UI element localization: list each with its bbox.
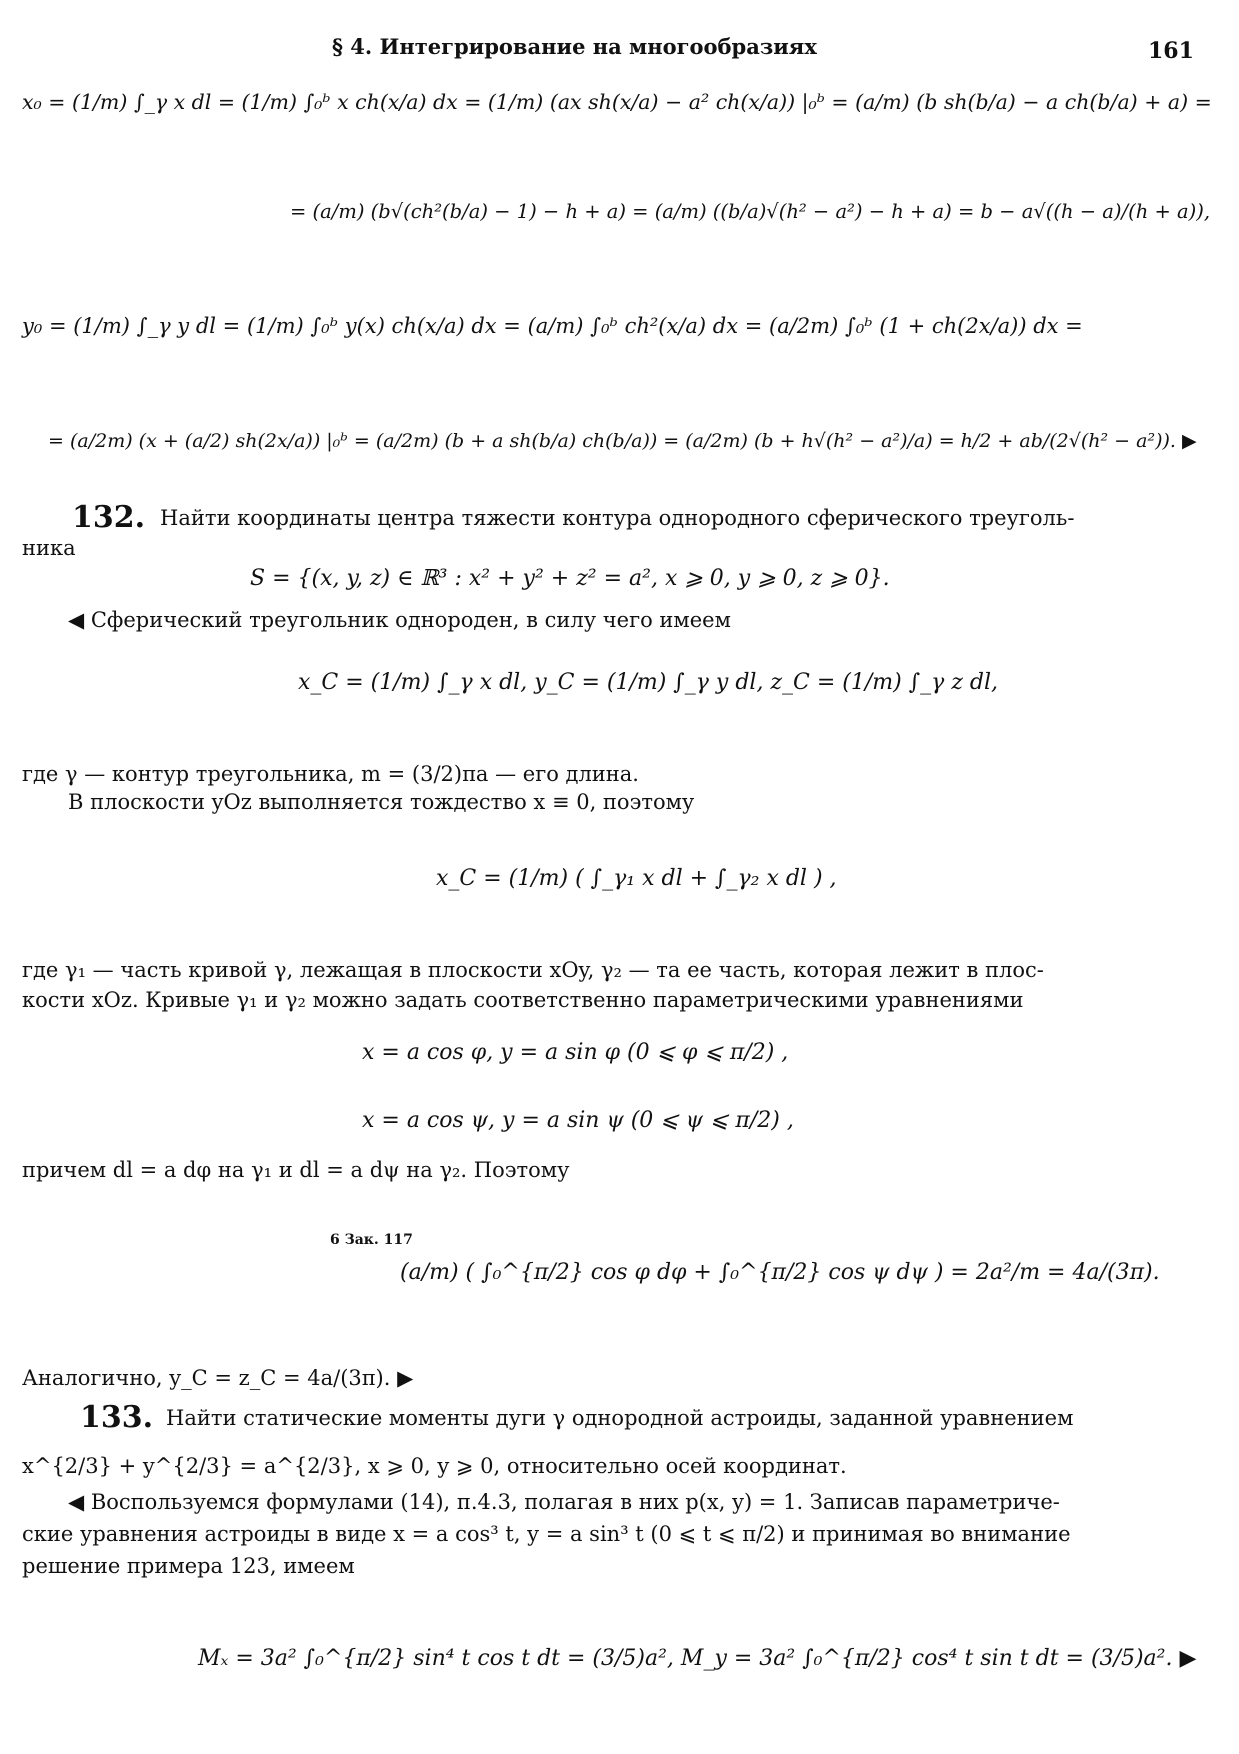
problem-133-solution-line2: ские уравнения астроиды в виде x = a cos³ t, y = a sin³ t (0 ⩽ t ⩽ π/2) и принимая во внимание <box>22 1522 1071 1546</box>
problem-133-solution-line3: решение примера 123, имеем <box>22 1554 355 1578</box>
section-title: § 4. Интегрирование на многообразиях <box>332 34 817 59</box>
formula-moments: Mₓ = 3a² ∫₀^{π/2} sin⁴ t cos t dt = (3/5)a², M_y = 3a² ∫₀^{π/2} cos⁴ t sin t dt = (3/5)a². ▶ <box>198 1646 1197 1671</box>
formula-y0-line2: = (a/2m) (x + (a/2) sh(2x/a)) |₀ᵇ = (a/2m) (b + a sh(b/a) ch(b/a)) = (a/2m) (b + h√(h² − a²)/a) = h/2 + ab/(2√(h² − a²)). ▶ <box>48 430 1197 452</box>
problem-132-statement-line1: Найти координаты центра тяжести контура однородного сферического треуголь- <box>160 506 1075 530</box>
problem-132-dl-line: причем dl = a dφ на γ₁ и dl = a dψ на γ₂. Поэтому <box>22 1158 570 1182</box>
formula-centers: x_C = (1/m) ∫_γ x dl, y_C = (1/m) ∫_γ y dl, z_C = (1/m) ∫_γ z dl, <box>298 670 999 695</box>
problem-132-statement-line2: ника <box>22 536 76 560</box>
formula-set-s: S = {(x, y, z) ∈ ℝ³ : x² + y² + z² = a², x ⩾ 0, y ⩾ 0, z ⩾ 0}. <box>250 566 890 591</box>
problem-132-solution-intro: ◀ Сферический треугольник однороден, в силу чего имеем <box>68 608 731 632</box>
page-number: 161 <box>1148 38 1194 64</box>
problem-133-number: 133. <box>80 1400 154 1435</box>
problem-132-where-gamma: где γ — контур треугольника, m = (3/2)πa — его длина. <box>22 762 639 786</box>
problem-133-statement-line2: x^{2/3} + y^{2/3} = a^{2/3}, x ⩾ 0, y ⩾ 0, относительно осей координат. <box>22 1454 847 1478</box>
formula-xc-result: (a/m) ( ∫₀^{π/2} cos φ dφ + ∫₀^{π/2} cos ψ dψ ) = 2a²/m = 4a/(3π). <box>400 1260 1160 1285</box>
formula-x0-line1: x₀ = (1/m) ∫_γ x dl = (1/m) ∫₀ᵇ x ch(x/a) dx = (1/m) (ax sh(x/a) − a² ch(x/a)) |₀ᵇ = (a/m) (b sh(b/a) − a ch(b/a) + a) = <box>22 90 1212 114</box>
formula-param1: x = a cos φ, y = a sin φ (0 ⩽ φ ⩽ π/2) , <box>362 1040 789 1065</box>
formula-xc-split: x_C = (1/m) ( ∫_γ₁ x dl + ∫_γ₂ x dl ) , <box>436 866 837 891</box>
problem-133-solution-line1: ◀ Воспользуемся формулами (14), п.4.3, полагая в них p(x, y) = 1. Записав параметриче- <box>68 1490 1060 1514</box>
problem-132-number: 132. <box>72 500 146 535</box>
formula-y0-line1: y₀ = (1/m) ∫_γ y dl = (1/m) ∫₀ᵇ y(x) ch(x/a) dx = (a/m) ∫₀ᵇ ch²(x/a) dx = (a/2m) ∫₀ᵇ (1 + ch(2x/a)) dx = <box>22 314 1083 338</box>
print-stamp: 6 Зак. 117 <box>330 1232 413 1248</box>
problem-132-analogous: Аналогично, y_C = z_C = 4a/(3π). ▶ <box>22 1366 414 1390</box>
problem-133-statement-line1: Найти статические моменты дуги γ однородной астроиды, заданной уравнением <box>166 1406 1074 1430</box>
problem-132-plane-yoz: В плоскости yOz выполняется тождество x ≡ 0, поэтому <box>68 790 695 814</box>
problem-132-where-gamma12-line1: где γ₁ — часть кривой γ, лежащая в плоскости xOy, γ₂ — та ее часть, которая лежит в плос- <box>22 958 1044 982</box>
problem-132-where-gamma12-line2: кости xOz. Кривые γ₁ и γ₂ можно задать соответственно параметрическими уравнениями <box>22 988 1024 1012</box>
formula-param2: x = a cos ψ, y = a sin ψ (0 ⩽ ψ ⩽ π/2) , <box>362 1108 794 1133</box>
formula-x0-line2: = (a/m) (b√(ch²(b/a) − 1) − h + a) = (a/m) ((b/a)√(h² − a²) − h + a) = b − a√((h − a)/(h + a)), <box>290 200 1211 223</box>
